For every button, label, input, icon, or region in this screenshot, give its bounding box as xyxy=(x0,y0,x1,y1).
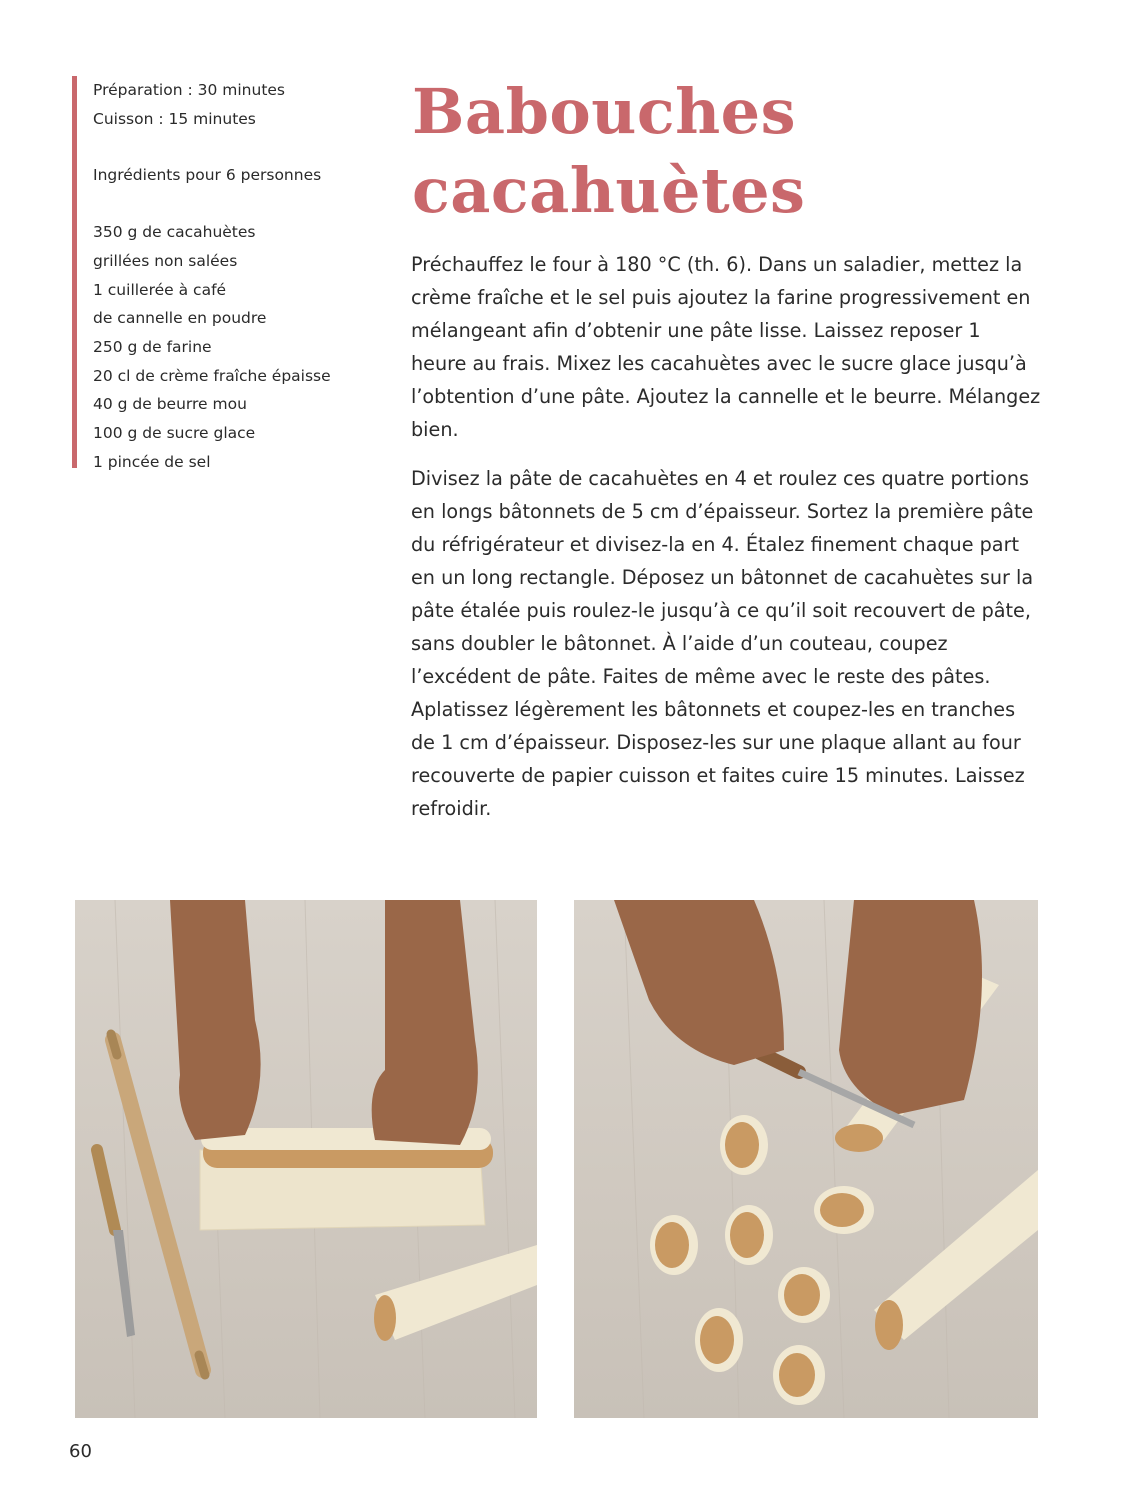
preparation-time: Préparation : 30 minutes xyxy=(93,81,286,99)
ingredient-line: grillées non salées xyxy=(93,251,238,270)
ingredient-line: 40 g de beurre mou xyxy=(93,395,247,414)
slicing-roll-photo xyxy=(574,900,1038,1418)
recipe-instructions xyxy=(411,248,1041,841)
cooking-time: Cuisson : 15 minutes xyxy=(93,109,256,128)
ingredient-line: 100 g de sucre glace xyxy=(93,424,256,443)
page-number: 60 xyxy=(69,1441,92,1462)
rolling-dough-illustration xyxy=(75,900,537,1418)
ingredient-line: 1 pincée de sel xyxy=(93,452,211,471)
recipe-title-line: Babouches xyxy=(412,75,797,148)
ingredient-line: 20 cl de crème fraîche épaisse xyxy=(93,366,331,385)
ingredient-line: 1 cuillerée à café xyxy=(93,280,227,299)
recipe-title-line: cacahuètes xyxy=(412,154,806,227)
recipe-title xyxy=(412,72,805,230)
instruction-paragraph: Divisez la pâte de cacahuètes en 4 et roulez ces quatre portions en longs bâtonnets de 5 cm d’épaisseur. Sortez la première pâte du réfrigérateur et divisez-la en 4. Étalez finement chaque part en un long rectangle. Déposez un bâtonnet de cacahuètes sur la pâte étalée puis roulez-le jusqu’à ce qu’il soit recouvert de pâte, sans doubler le bâtonnet. À l’aide d’un couteau, coupez l’excédent de pâte. Faites de même avec le reste des pâtes. Aplatissez légèrement les bâtonnets et coupez-les en tranches de 1 cm d’épaisseur. Disposez-les sur une plaque allant au four recouverte de papier cuisson et faites cuire 15 minutes. Laissez refroidir. xyxy=(411,467,1034,820)
recipe-info-sidebar xyxy=(72,76,352,471)
ingredient-line: de cannelle en poudre xyxy=(93,309,267,328)
instruction-paragraph: Préchauffez le four à 180 °C (th. 6). Dans un saladier, mettez la crème fraîche et le sel puis ajoutez la farine progressivement en mélangeant afin d’obtenir une pâte lisse. Laissez reposer 1 heure au frais. Mixez les cacahuètes avec le sucre glace jusqu’à l’obtention d’une pâte. Ajoutez la cannelle et le beurre. Mélangez bien. xyxy=(411,253,1041,441)
slicing-roll-illustration xyxy=(574,900,1038,1418)
ingredient-line: 350 g de cacahuètes xyxy=(93,223,256,242)
ingredient-line: 250 g de farine xyxy=(93,337,212,356)
rolling-dough-photo xyxy=(75,900,537,1418)
ingredients-heading: Ingrédients pour 6 personnes xyxy=(93,166,322,185)
